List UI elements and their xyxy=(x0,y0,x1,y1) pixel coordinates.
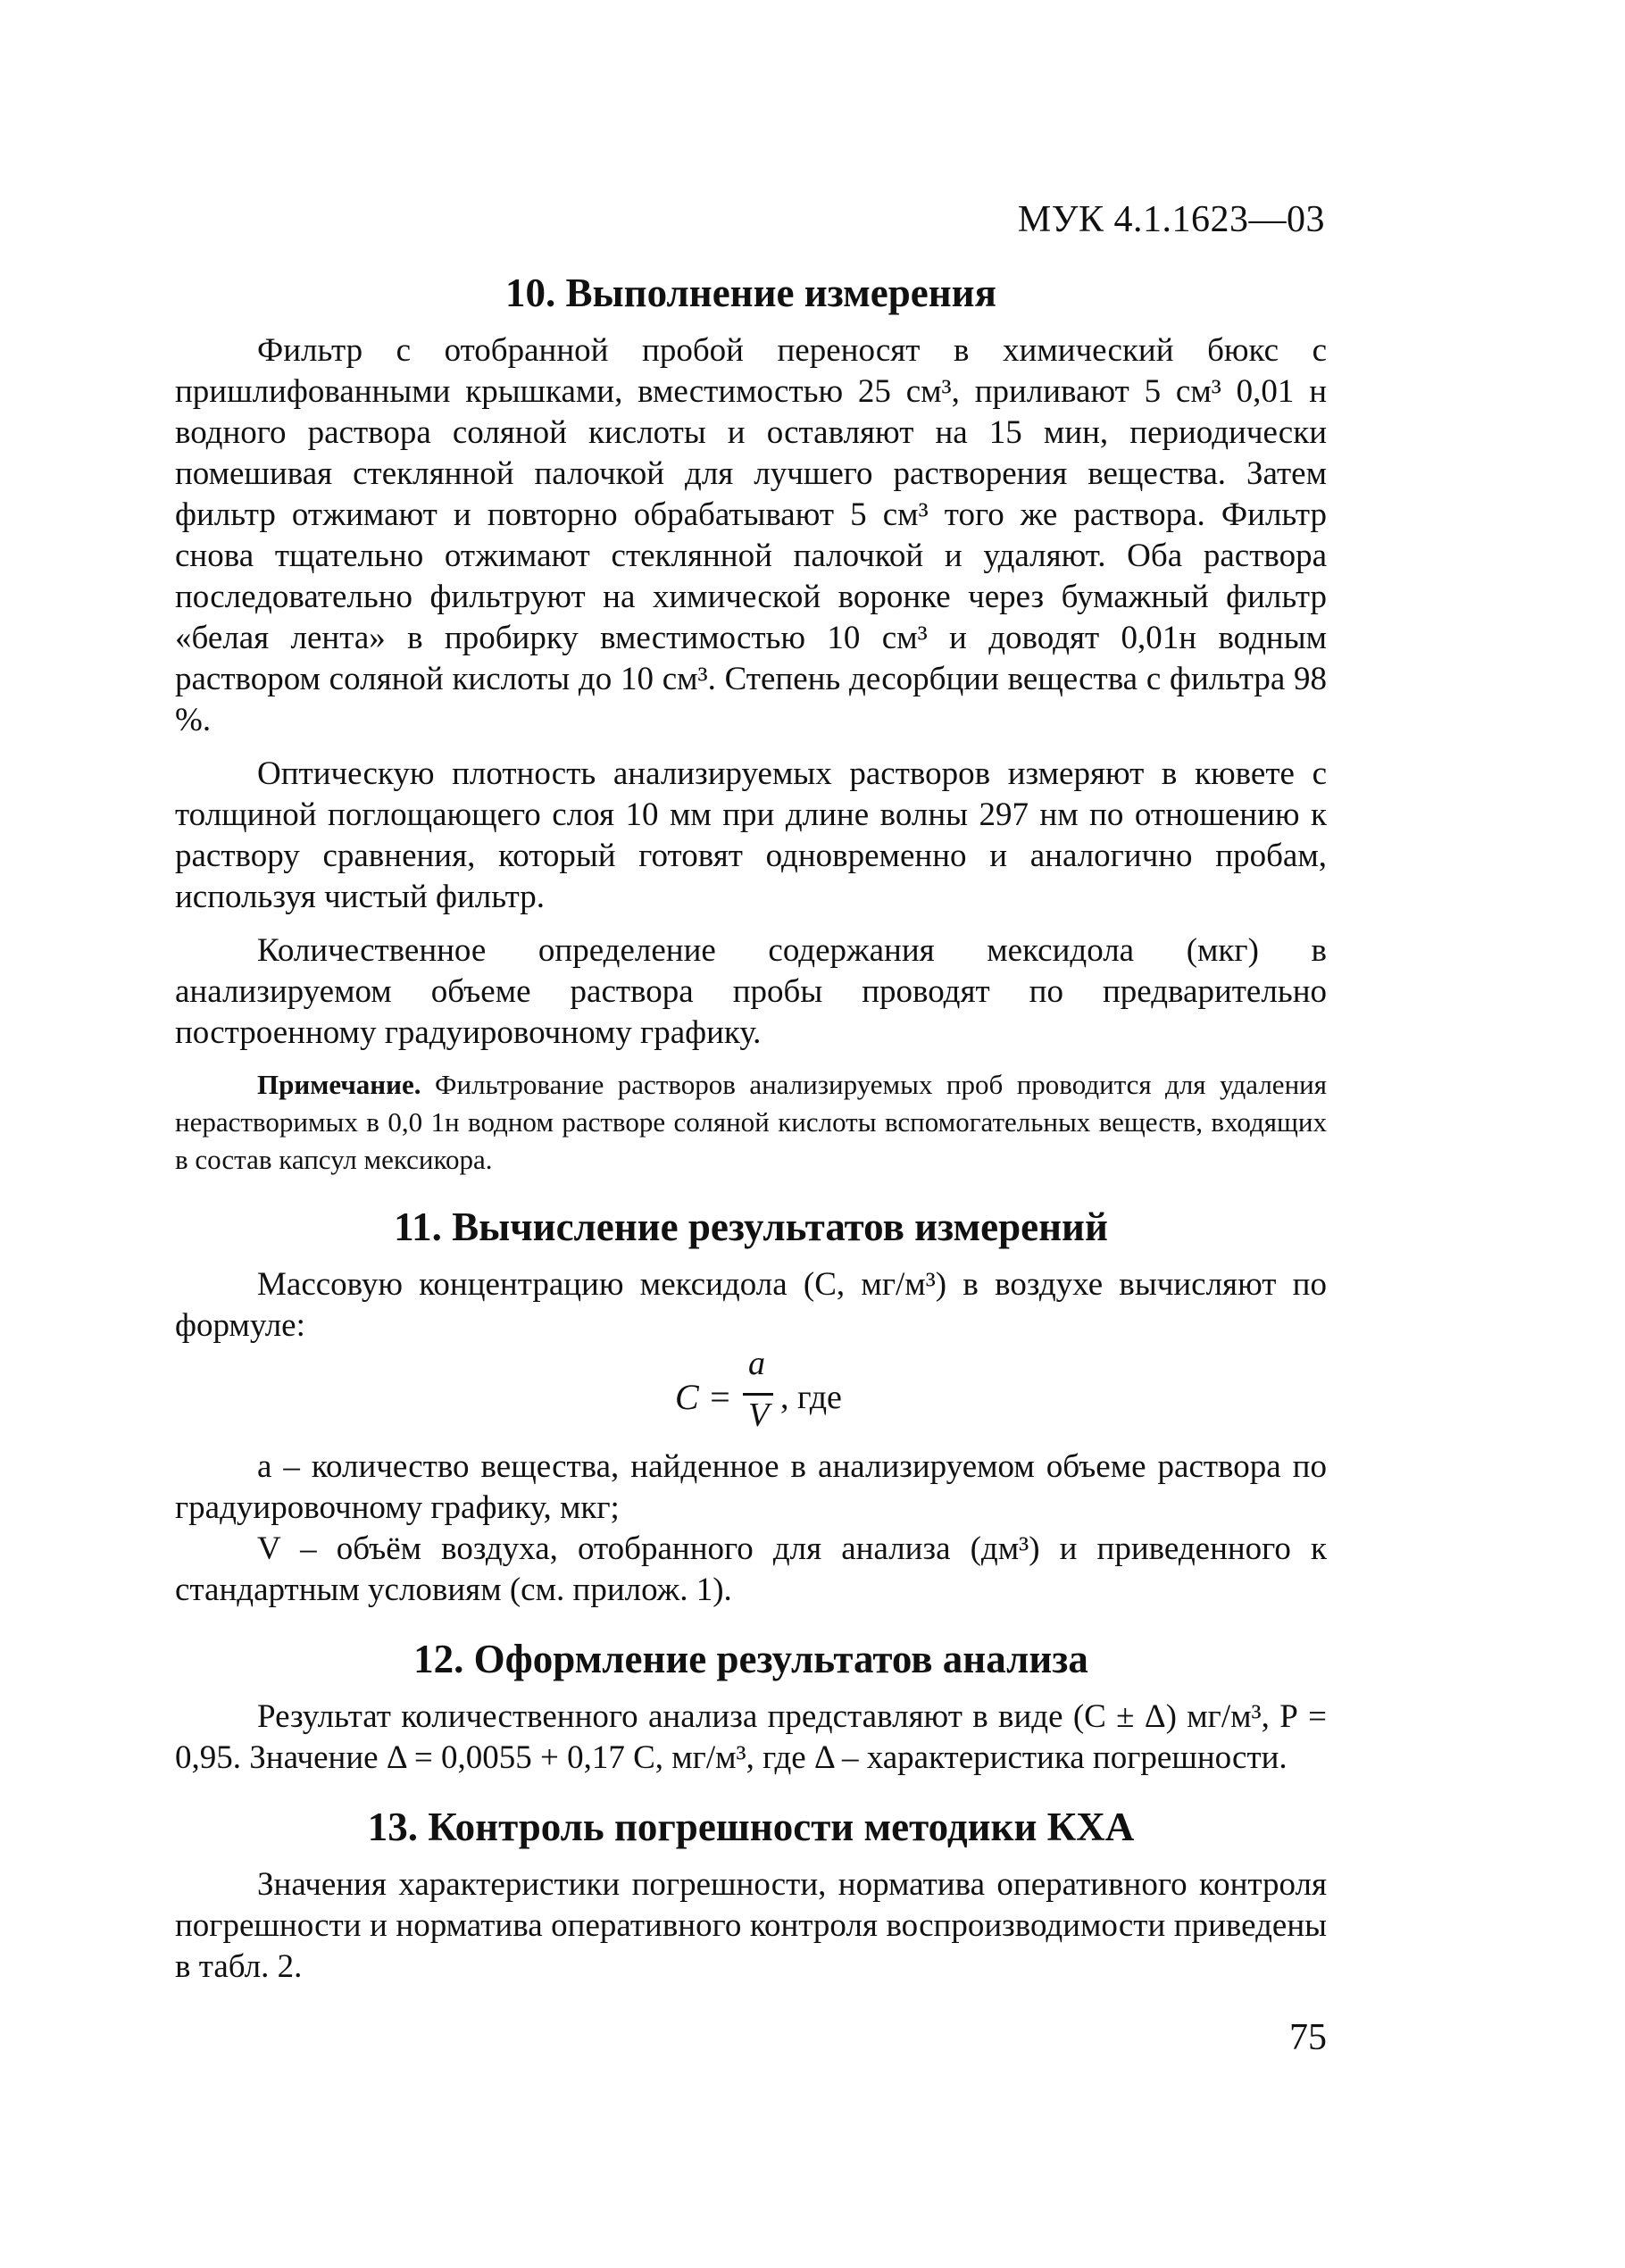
formula-numerator: a xyxy=(748,1345,765,1382)
section-13-paragraph-1: Значения характеристики погрешности, норматива оперативного контроля погрешности и норматива оперативного контроля воспроизводимости приведены в табл. 2. xyxy=(175,1866,1327,1985)
formula xyxy=(175,1347,1327,1447)
definition-v: V – объём воздуха, отобранного для анализа (дм³) и приведенного к стандартным условиям (см. прилож. 1). xyxy=(175,1530,1327,1608)
formula-where: , где xyxy=(780,1379,842,1416)
section-11-title: 11. Вычисление результатов измерений xyxy=(394,1205,1108,1249)
section-10-paragraph-2: Оптическую плотность анализируемых растворов измеряют в кювете с толщиной поглощающего слоя 10 мм при длине волны 297 нм по отношению к раствору сравнения, который готовят одновременно и аналогично пробам, используя чистый фильтр. xyxy=(175,755,1327,915)
section-13-title: 13. Контроль погрешности методики КХА xyxy=(367,1805,1135,1849)
section-12-paragraph-1: Результат количественного анализа представляют в виде (С ± Δ) мг/м³, Р = 0,95. Значение Δ = 0,0055 + 0,17 С, мг/м³, где Δ – характеристика погрешности. xyxy=(175,1698,1327,1776)
section-12-title: 12. Оформление результатов анализа xyxy=(413,1637,1088,1681)
note xyxy=(175,1066,1327,1179)
section-10-title: 10. Выполнение измерения xyxy=(505,271,996,315)
note-label: Примечание. xyxy=(257,1069,421,1100)
section-10-paragraph-3: Количественное определение содержания мексидола (мкг) в анализируемом объеме раствора пробы проводят по предварительно построенному градуировочному графику. xyxy=(175,932,1327,1051)
document-code: МУК 4.1.1623—03 xyxy=(1017,199,1325,240)
section-10-paragraph-1: Фильтр с отобранной пробой переносят в химический бюкс с пришлифованными крышками, вместимостью 25 см³, приливают 5 см³ 0,01 н водного раствора соляной кислоты и оставляют на 15 мин, периодически помешивая стеклянной палочкой для лучшего растворения вещества. Затем фильтр отжимают и повторно обрабатывают 5 см³ того же раствора. Фильтр снова тщательно отжимают стеклянной палочкой и удаляют. Оба раствора последовательно фильтруют на химической воронке через бумажный фильтр «белая лента» в пробирку вместимостью 10 см³ и доводят 0,01н водным раствором соляной кислоты до 10 см³. Степень десорбции вещества с фильтра 98 %. xyxy=(175,332,1327,738)
page-number: 75 xyxy=(1289,2017,1327,2058)
note-text: Фильтрование растворов анализируемых проб проводится для удаления нерастворимых в 0,0 1н водном растворе соляной кислоты вспомогательных веществ, входящих в состав капсул мексикора. xyxy=(175,1069,1328,1175)
definition-a: а – количество вещества, найденное в анализируемом объеме раствора по градуировочному графику, мкг; xyxy=(175,1448,1327,1526)
section-11-paragraph-1: Массовую концентрацию мексидола (С, мг/м³) в воздухе вычисляют по формуле: xyxy=(175,1266,1327,1344)
formula-lhs: С = xyxy=(675,1377,732,1417)
formula-denominator: V xyxy=(748,1397,770,1434)
body-column xyxy=(175,268,1327,1988)
